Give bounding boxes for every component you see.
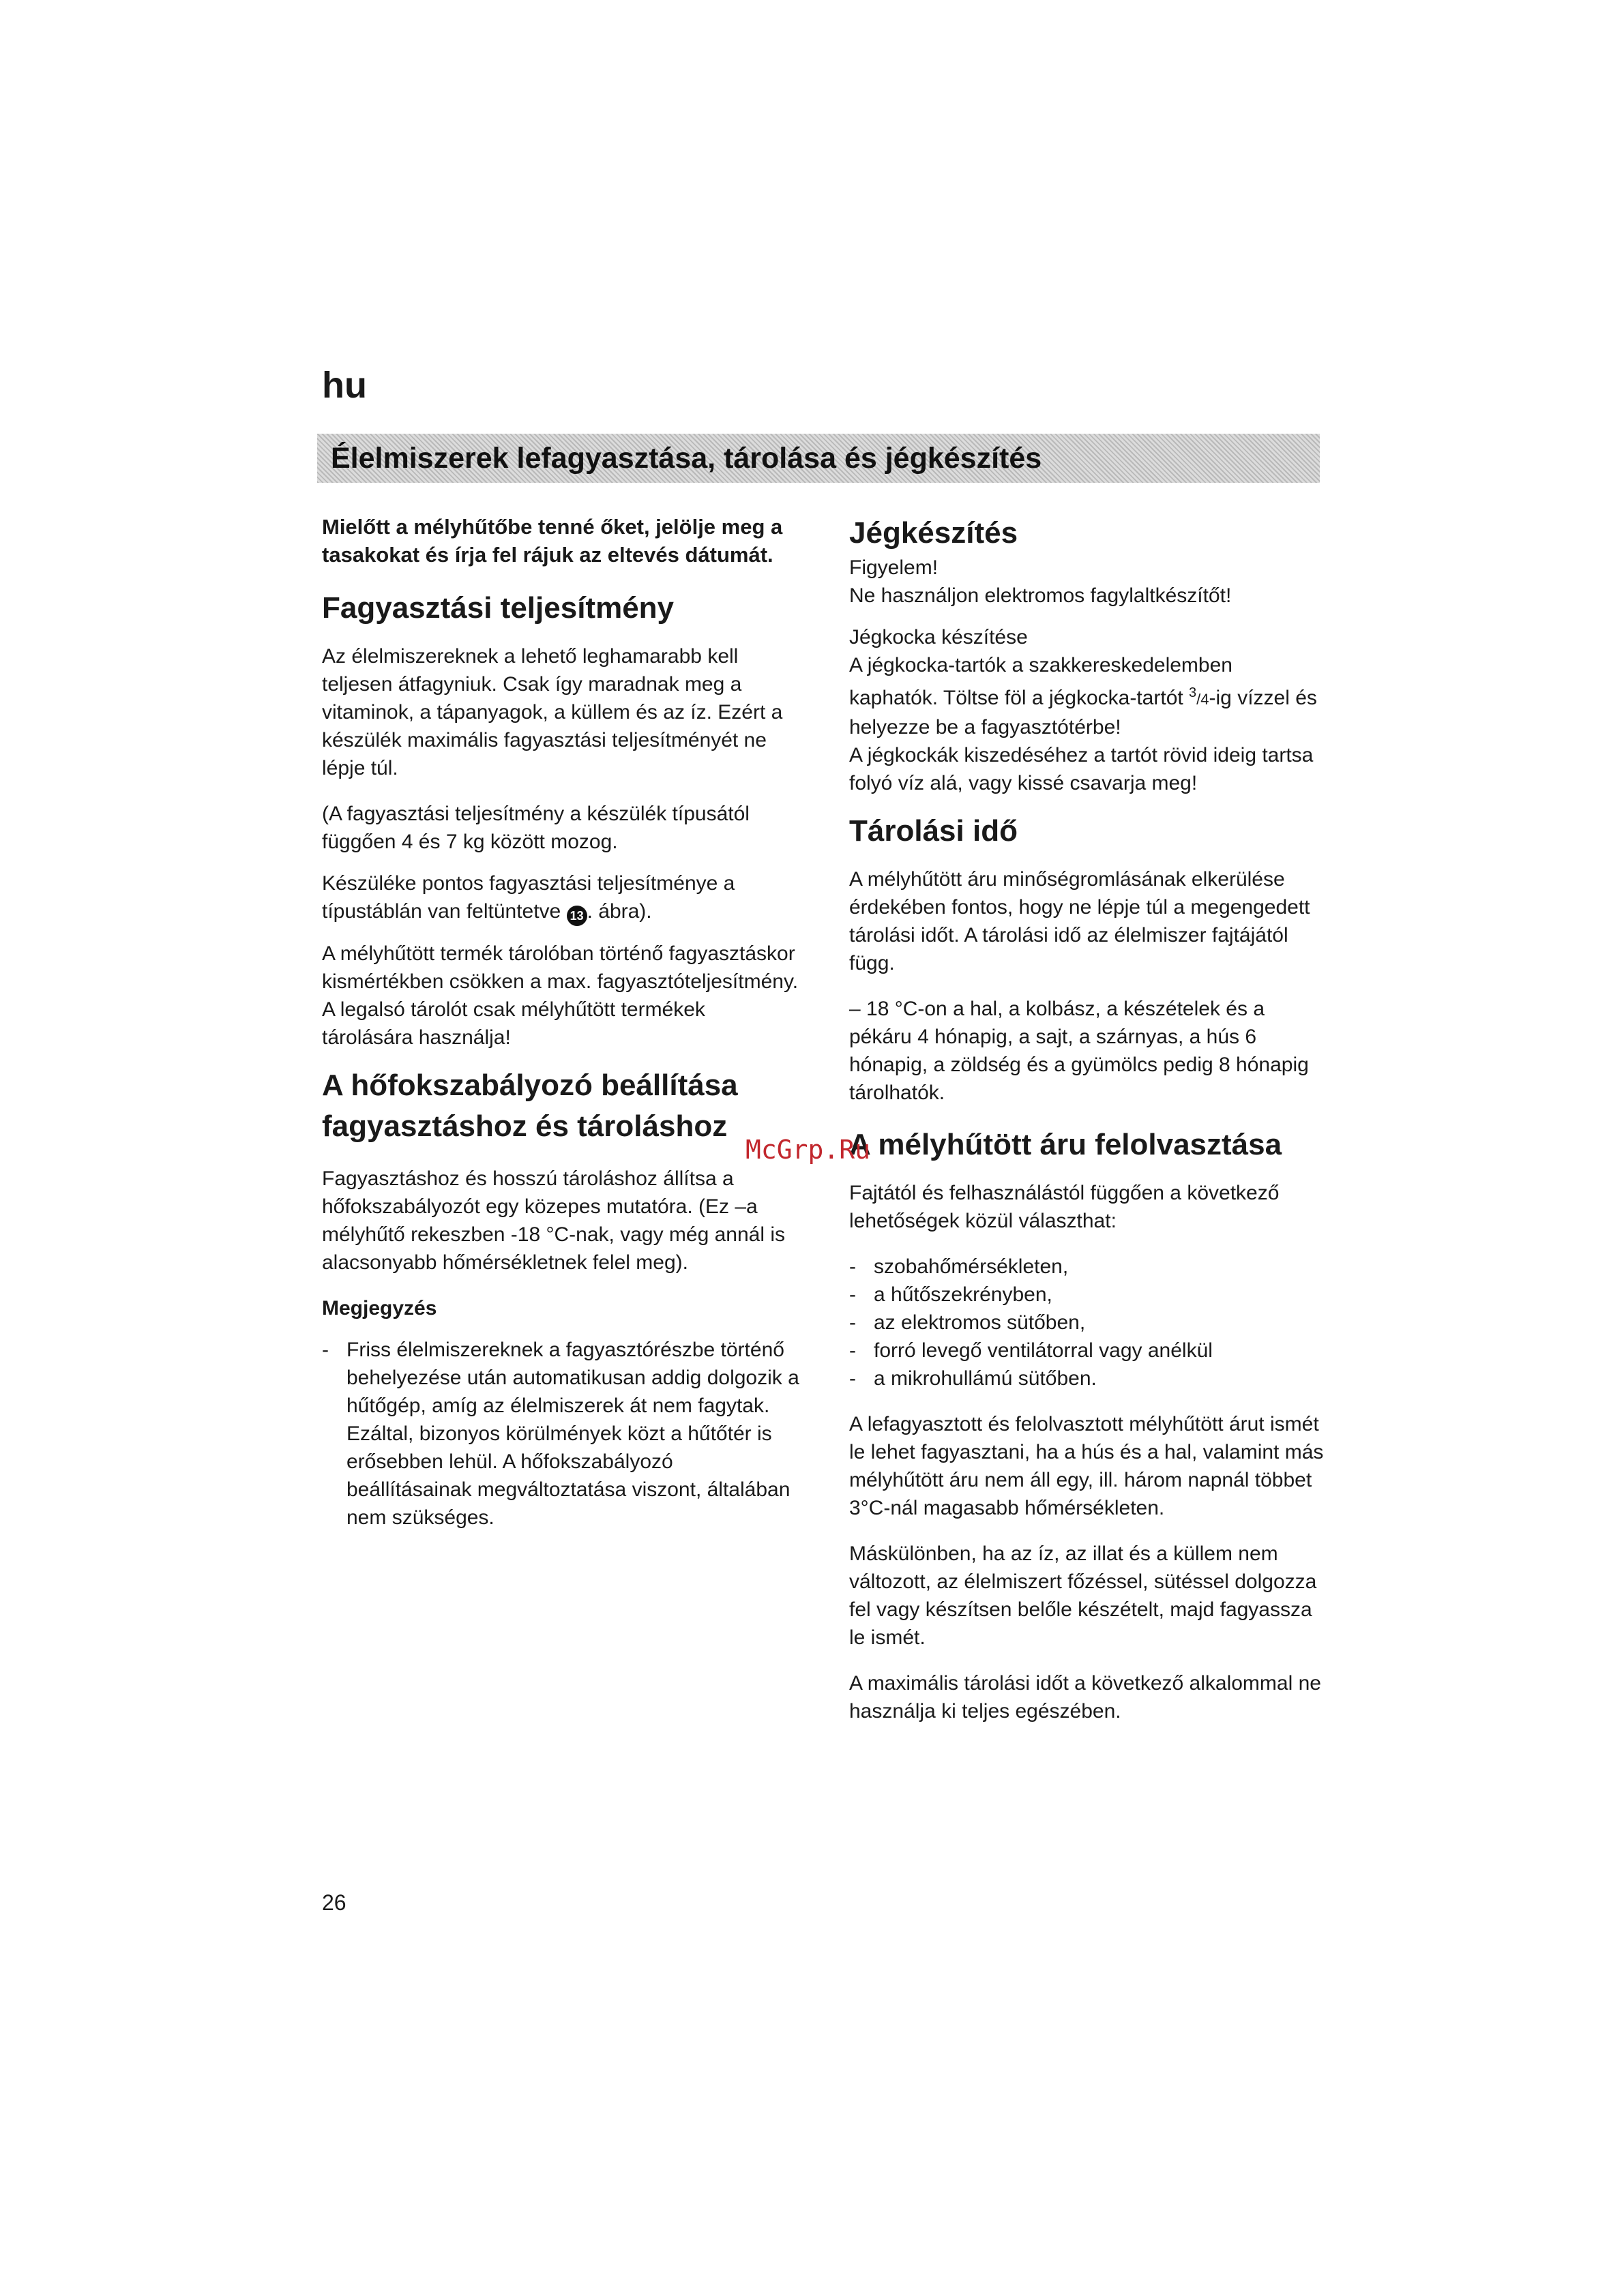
paragraph-freezing-3-tail: . ábra). (587, 900, 652, 923)
list-item (849, 1281, 1327, 1309)
language-code: hu (322, 365, 367, 406)
thawing-options-list (849, 1253, 1327, 1392)
list-dash: - (849, 1311, 856, 1334)
heading-note: Megjegyzés (322, 1297, 437, 1320)
fraction-denominator: /4 (1196, 691, 1209, 708)
list-item-text: a hűtőszekrényben, (874, 1283, 1052, 1306)
list-item (849, 1337, 1327, 1365)
page-title: Élelmiszerek lefagyasztása, tárolása és jégkészítés (331, 442, 1042, 475)
paragraph-ice-1-text: A jégkocka-tartók a szakkereskedelemben kaphatók. Töltse föl a jégkocka-tartót (849, 654, 1232, 709)
figure-13-badge-icon: 13 (567, 906, 587, 926)
list-dash: - (849, 1339, 856, 1362)
paragraph-thawing-1: Fajtától és felhasználástól függően a következő lehetőségek közül választhat: (849, 1182, 1280, 1232)
note-list (322, 1336, 799, 1532)
list-item (849, 1253, 1327, 1281)
right-column (849, 513, 1327, 1725)
paragraph-freezing-2: (A fagyasztási teljesítmény a készülék típusától függően 4 és 7 kg között mozog. (322, 803, 750, 853)
warning-text: Ne használjon elektromos fagylaltkészítőt! (849, 584, 1232, 607)
paragraph-storage-1: A mélyhűtött áru minőségromlásának elkerülése érdekében fontos, hogy ne lépje túl a megengedett tárolási időt. A tárolási idő az élelmiszer fajtájától függ. (849, 868, 1310, 974)
list-item-text: szobahőmérsékleten, (874, 1255, 1069, 1278)
list-item-text: forró levegő ventilátorral vagy anélkül (874, 1339, 1213, 1362)
note-item (322, 1336, 799, 1532)
paragraph-ice-2: A jégkockák kiszedéséhez a tartót rövid ideig tartsa folyó víz alá, vagy kissé csavarja meg! (849, 744, 1314, 794)
list-dash: - (849, 1367, 856, 1390)
heading-freezing-capacity: Fagyasztási teljesítmény (322, 591, 675, 625)
fraction-numerator: 3 (1189, 685, 1197, 700)
intro-bold-paragraph: Mielőtt a mélyhűtőbe tenné őket, jelölje meg a tasakokat és írja fel rájuk az eltevés dátumát. (322, 515, 783, 567)
title-banner (317, 434, 1320, 483)
heading-ice-making: Jégkészítés (849, 516, 1018, 550)
paragraph-freezing-3 (322, 869, 799, 926)
list-item (849, 1309, 1327, 1337)
paragraph-thawing-2: A lefagyasztott és felolvasztott mélyhűtött árut ismét le lehet fagyasztani, ha a hús és a hal, valamint más mélyhűtött áru nem áll egy, ill. három napnál többet 3°C-nál magasabb hőmérsékleten. (849, 1413, 1324, 1519)
warning-label: Figyelem! (849, 556, 939, 579)
paragraph-thermostat: Fagyasztáshoz és hosszú tároláshoz állítsa a hőfokszabályozót egy közepes mutatóra. (Ez –a mélyhűtő rekeszben -18 °C-nak, vagy még annál is alacsonyabb hőmérsékletnek felel meg). (322, 1167, 785, 1274)
list-item-text: az elektromos sütőben, (874, 1311, 1086, 1334)
list-dash: - (849, 1283, 856, 1306)
note-dash: - (322, 1339, 329, 1361)
paragraph-ice-1-tail: -ig vízzel és helyezze be a fagyasztótérbe! (849, 687, 1317, 739)
list-item-text: a mikrohullámú sütőben. (874, 1367, 1097, 1390)
list-dash: - (849, 1255, 856, 1278)
watermark-text: McGrp.Ru (745, 1135, 871, 1165)
paragraph-ice-1 (849, 651, 1327, 741)
subheading-ice-cubes: Jégkocka készítése (849, 626, 1028, 648)
note-text: Friss élelmiszereknek a fagyasztórészbe történő behelyezése után automatikusan addig dolgozik a hűtőgép, amíg az élelmiszerek át nem fagytak. Ezáltal, bizonyos körülmények közt a hűtőtér is erősebben lehül. A hőfokszabályozó beállításainak megváltoztatása viszont, általában nem szükséges. (346, 1339, 799, 1529)
list-item (849, 1365, 1327, 1392)
paragraph-thawing-4: A maximális tárolási időt a következő alkalommal ne használja ki teljes egészében. (849, 1672, 1321, 1723)
page-number: 26 (322, 1890, 346, 1915)
paragraph-freezing-3-text: Készüléke pontos fagyasztási teljesítménye a típustáblán van feltüntetve (322, 872, 735, 923)
paragraph-freezing-1: Az élelmiszereknek a lehető leghamarabb kell teljesen átfagyniuk. Csak így maradnak meg a vitaminok, a tápanyagok, a küllem és az íz. Ezért a készülék maximális fagyasztási teljesítményét ne lépje túl. (322, 645, 783, 779)
left-column (322, 513, 799, 1532)
paragraph-storage-2: – 18 °C-on a hal, a kolbász, a készételek és a pékáru 4 hónapig, a sajt, a szárnyas, a hús 6 hónapig, a zöldség és a gyümölcs pedig 8 hónapig tárolhatók. (849, 998, 1309, 1104)
paragraph-thawing-3: Máskülönben, ha az íz, az illat és a küllem nem változott, az élelmiszert főzéssel, sütéssel dolgozza fel vagy készítsen belőle készételt, majd fagyassza le ismét. (849, 1542, 1317, 1649)
heading-thermostat: A hőfokszabályozó beállítása fagyasztáshoz és tároláshoz (322, 1069, 738, 1143)
paragraph-freezing-4: A mélyhűtött termék tárolóban történő fagyasztáskor kismértékben csökken a max. fagyasztóteljesítmény. A legalsó tárolót csak mélyhűtött termékek tárolására használja! (322, 942, 799, 1049)
heading-storage-time: Tárolási idő (849, 814, 1018, 848)
heading-thawing: A mélyhűtött áru felolvasztása (849, 1128, 1282, 1161)
